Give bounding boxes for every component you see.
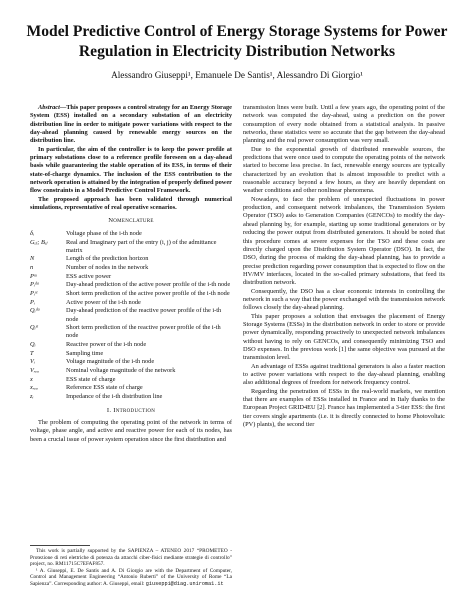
nomenclature-symbol: Vᵢ [30,358,35,366]
left-column [30,104,232,444]
nomenclature-row [30,273,232,282]
footnote-affiliation [30,568,232,588]
nomenclature-definition: Number of nodes in the network [66,263,149,271]
nomenclature-row [30,341,232,350]
abstract-text-1: —This paper proposes a control strategy for an Energy Storage System (ESS) installed on a secondary substation of an electricity distribution line in order to mitigate power variations with respect to the day-ahead planning caused by renewable energy sources on the distribution line. [30,104,232,145]
paper-title: Model Predictive Control of Energy Storage Systems for Power Regulation in Electricity Distribution Networks [26,23,448,60]
nomenclature-definition: Real and Imaginary part of the entry (i, j) of the admittance matrix [66,238,217,254]
right-column [243,104,445,429]
nomenclature-row [30,324,232,341]
author-list: Alessandro Giuseppi¹, Emanuele De Santis¹, Alessandro Di Giorgio¹ [111,70,363,80]
intro-section [30,419,232,444]
author-email[interactable]: giuseppi@diag.uniroma1.it [145,580,224,587]
nomenclature-definition: Active power of the i-th node [66,298,141,306]
nomenclature-definition: ESS active power [66,272,112,280]
nomenclature-symbol: zᵢ [30,393,34,401]
nomenclature-definition: Reactive power of the i-th node [66,340,147,348]
nomenclature-definition: Day-ahead prediction of the active power profile of the i-th node [66,281,231,289]
footnote-affiliation-text: ¹ A. Giuseppi, E. De Santis and A. Di Giorgio are with the Department of Computer, Control and Management Engineering “Antonio Ruberti” of the University of Rome “La Sapienza”. Corresponding author: A. Giuseppi, email: [30,567,232,587]
nomenclature-symbol: Pᵢˢᵗ [30,290,38,298]
nomenclature-symbol: Qᵢ [30,340,36,348]
nomenclature-row [30,393,232,402]
nomenclature-symbol: N [30,255,35,263]
nomenclature-symbol: xᵣₑₒ [30,384,38,392]
nomenclature-definition: Impedance of the i-th distribution line [66,393,163,401]
nomenclature-definition: Nominal voltage magnitude of the network [66,367,176,375]
nomenclature-row [30,384,232,393]
nomenclature-heading: Nomenclature [108,217,154,225]
nomenclature-definition: Length of the prediction horizon [66,255,149,263]
nomenclature-symbol: Pᵢᵈᵃ [30,281,40,289]
footnotes [30,545,232,588]
body-paragraph-6: An advantage of ESSs against traditional generators is also a faster reaction to active power variations with respect to the day-ahead planning, enabling also additional degrees of freedom for network frequency control. [243,362,445,387]
nomenclature-definition: Sampling time [66,349,104,357]
abstract-paragraph-3: The proposed approach has been validated through numerical simulations, representative of real operative scenarios. [30,195,232,212]
abstract-lead: Abstract [38,104,60,111]
nomenclature-symbol: n [30,263,34,271]
nomenclature-symbol: Pˢˢ [30,272,37,280]
body-paragraph-5: This paper proposes a solution that envisages the placement of Energy Storage Systems (ESSs) in the distribution network in order to store or provide power dynamically, responding proactively to unexpected network imbalances without having to rely on GENCOs, and consequently minimizing TSO and DSO expenses. In the previous work [1] the same objective was pursued at the transmission level. [243,312,445,362]
nomenclature-symbol: T [30,349,34,357]
nomenclature-symbol: x [30,375,33,383]
body-paragraph-3: Nowadays, to face the problem of unexpected fluctuations in power production, and consequent network imbalances, the Transmission System Operator (TSO) asks to Generation Companies (GENCOs) to modify the day-ahead planning by, for example, starting up some traditional generators or by reducing the power output from distributed generators. It should be noted that this procedure comes at severe expenses for the TSO and these costs are directly charged upon the Distribution System Operator (DSO). In fact, the DSO, during the process of making the day-ahead planning, has to provide a precise prediction regarding power consumption that is expected to flow on the HV/MV interfaces, located in the so-called primary substations, that feed its distribution network. [243,195,445,287]
nomenclature-row [30,350,232,359]
nomenclature-definition: Short term prediction of the reactive power profile of the i-th node [66,324,221,340]
body-paragraph-4: Consequently, the DSO has a clear economic interests in controlling the network in such a way that the power exchanged with the transmission network follows closely the day-ahead planning. [243,287,445,312]
nomenclature-definition: Voltage phase of the i-th node [66,229,142,237]
body-paragraph-2: Due to the exponential growth of distributed renewable sources, the predictions that were once used to compute the operating points of the network started to become less precise. In fact, renewable energy sources are typically characterized by an evolution that is almost impossible to predict with a reasonable accuracy beyond a few hours, as they are heavily dependant on weather conditions and other nonlinear phenomena. [243,145,445,195]
nomenclature-symbol: Pᵢ [30,298,35,306]
nomenclature-row [30,376,232,385]
nomenclature-row [30,307,232,324]
nomenclature-row [30,230,232,239]
footnote-funding: This work is partially supported by the SAPIENZA – ATENEO 2017 “PROMETEO - Protezione di reti elettriche di potenza da attacchi ciber-fisici mediante strategie di controllo” project, no. RM11715C7EFAF857. [30,548,232,568]
nomenclature-row [30,281,232,290]
abstract [30,104,232,212]
nomenclature-row [30,239,232,256]
body-paragraph-7: Regarding the penetration of ESSs in the real-world markets, we mention that there are examples of ESSs installed in France and in Italy thanks to the European Project GRID4EU [2]. France has implemented a 3-tier ESS: the first tier covers single apartments (i.e. it is directly connected to home Photovoltaic (PV) plants), the second tier [243,387,445,429]
nomenclature-definition: ESS state of charge [66,375,116,383]
intro-heading: I. Introduction [106,406,156,414]
nomenclature-row [30,290,232,299]
nomenclature-row [30,367,232,376]
nomenclature-symbol: Qᵢᵈᵃ [30,307,41,315]
nomenclature-symbol: Qᵢˢᵗ [30,324,38,332]
nomenclature-definition: Reference ESS state of charge [66,384,143,392]
nomenclature-row [30,299,232,308]
nomenclature-symbol: Vᵣₑₒ [30,367,39,375]
footnote-rule [30,545,90,546]
nomenclature-definition: Day-ahead prediction of the reactive power profile of the i-th node [66,307,222,323]
intro-paragraph-1: The problem of computing the operating point of the network in terms of voltage, phase angle, and active and reactive power for each of its nodes, has been a crucial issue of power system operation since the first distribution and [30,419,232,443]
abstract-paragraph-2: In particular, the aim of the controller is to keep the power profile at primary substations close to a reference profile foreseen on a day-ahead basis while guaranteeing the stable operation of its ESS, in terms of their state-of-charge dynamics. The inclusion of the ESS contribution to the network operation is attained by the integration of properly defined power flow constraints in a Model Predictive Control Framework. [30,145,232,195]
nomenclature-row [30,264,232,273]
nomenclature-row [30,358,232,367]
abstract-paragraph-1 [30,104,232,146]
nomenclature-definition: Voltage magnitude of the i-th node [66,358,155,366]
nomenclature-symbol: Gᵢⱼ; Bᵢⱼ [30,238,48,246]
body-paragraph-1: transmission lines were built. Until a few years ago, the operating point of the network was computed the day-ahead, using a prediction on the power consumption of every node obtained from a statistical analysis. In passive networks, these statistics were so accurate that the gap between the day-ahead planning and the real power consumption was very small. [243,104,445,145]
nomenclature-row [30,255,232,264]
nomenclature-table [30,230,232,402]
nomenclature-symbol: δᵢ [30,229,34,237]
nomenclature-definition: Short term prediction of the active power profile of the i-th node [66,290,230,298]
